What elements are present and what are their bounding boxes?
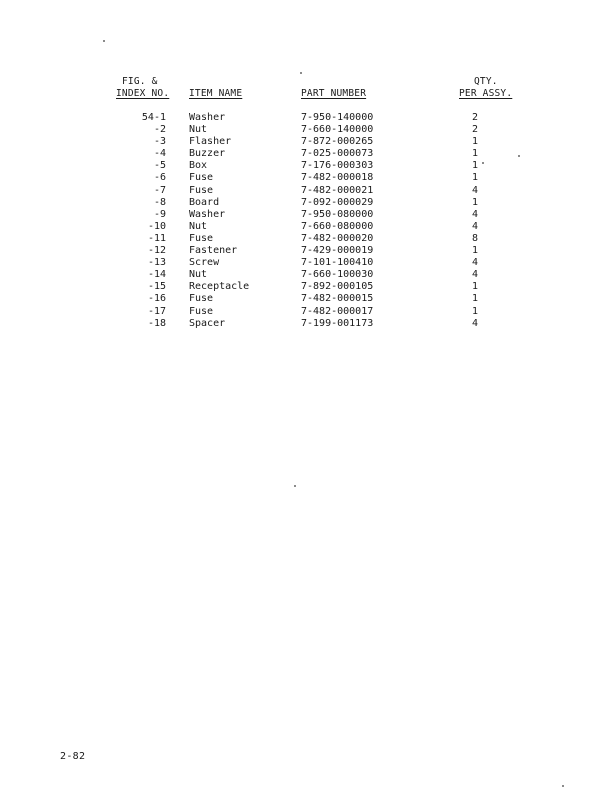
table-row	[0, 172, 612, 184]
part-number-cell: 7-482-000018	[301, 172, 374, 184]
qty-cell: 8	[472, 232, 479, 244]
scan-speck	[300, 72, 302, 74]
item-name-cell: Nut	[189, 269, 208, 281]
item-name-cell: Fuse	[189, 293, 214, 305]
index-cell: -4	[153, 148, 166, 160]
header-qty-line1: QTY.	[474, 76, 498, 87]
item-name-cell: Board	[189, 196, 220, 208]
index-cell: -12	[147, 245, 166, 257]
part-number-cell: 7-092-000029	[301, 196, 374, 208]
item-name-cell: Nut	[189, 124, 208, 136]
table-row	[0, 269, 612, 281]
item-name-cell: Screw	[189, 257, 220, 269]
qty-cell: 1	[472, 293, 479, 305]
header-item-name: ITEM NAME	[189, 88, 243, 99]
table-row	[0, 197, 612, 209]
part-number-cell: 7-429-000019	[301, 245, 374, 257]
table-row	[0, 293, 612, 305]
item-name-cell: Spacer	[189, 317, 226, 329]
table-row	[0, 306, 612, 318]
item-name-cell: Fuse	[189, 184, 214, 196]
table-row	[0, 112, 612, 124]
index-cell: -5	[153, 160, 166, 172]
index-cell: -10	[147, 220, 166, 232]
qty-cell: 1	[472, 160, 479, 172]
header-part-number: PART NUMBER	[301, 88, 367, 99]
qty-cell: 4	[472, 317, 479, 329]
qty-cell: 1	[472, 172, 479, 184]
qty-cell: 2	[472, 112, 479, 123]
part-number-cell: 7-482-000017	[301, 305, 374, 317]
table-row	[0, 281, 612, 293]
qty-cell: 1	[472, 305, 479, 317]
scan-speck	[482, 162, 484, 164]
qty-cell: 4	[472, 257, 479, 269]
table-row	[0, 160, 612, 172]
index-cell: -13	[147, 257, 166, 269]
part-number-cell: 7-892-000105	[301, 281, 374, 293]
item-name-cell: Washer	[189, 112, 226, 123]
item-name-cell: Fastener	[189, 245, 238, 257]
part-number-cell: 7-872-000265	[301, 136, 374, 148]
scan-speck	[518, 155, 520, 157]
qty-cell: 4	[472, 208, 479, 220]
qty-cell: 1	[472, 136, 479, 148]
scan-speck	[103, 40, 105, 42]
index-cell: -17	[147, 305, 166, 317]
table-row	[0, 209, 612, 221]
part-number-cell: 7-482-000015	[301, 293, 374, 305]
header-qty-line2: PER ASSY.	[459, 88, 513, 99]
item-name-cell: Buzzer	[189, 148, 226, 160]
item-name-cell: Receptacle	[189, 281, 250, 293]
part-number-cell: 7-660-100030	[301, 269, 374, 281]
index-cell: -8	[153, 196, 166, 208]
table-row	[0, 148, 612, 160]
item-name-cell: Flasher	[189, 136, 232, 148]
page-number: 2-82	[60, 751, 86, 762]
qty-cell: 4	[472, 269, 479, 281]
index-cell: -2	[153, 124, 166, 136]
part-number-cell: 7-176-000303	[301, 160, 374, 172]
index-cell: 54-1	[141, 112, 166, 123]
index-cell: -7	[153, 184, 166, 196]
part-number-cell: 7-199-001173	[301, 317, 374, 329]
scan-speck	[294, 485, 296, 487]
part-number-cell: 7-482-000020	[301, 232, 374, 244]
index-cell: -18	[147, 317, 166, 329]
part-number-cell: 7-660-140000	[301, 124, 374, 136]
part-number-cell: 7-025-000073	[301, 148, 374, 160]
parts-table	[0, 112, 612, 330]
item-name-cell: Fuse	[189, 305, 214, 317]
item-name-cell: Nut	[189, 220, 208, 232]
qty-cell: 2	[472, 124, 479, 136]
part-number-cell: 7-101-100410	[301, 257, 374, 269]
index-cell: -3	[153, 136, 166, 148]
table-row	[0, 221, 612, 233]
part-number-cell: 7-950-140000	[301, 112, 374, 123]
table-row	[0, 185, 612, 197]
table-row	[0, 318, 612, 330]
qty-cell: 4	[472, 184, 479, 196]
index-cell: -15	[147, 281, 166, 293]
table-row	[0, 233, 612, 245]
index-cell: -9	[153, 208, 166, 220]
index-cell: -14	[147, 269, 166, 281]
index-cell: -6	[153, 172, 166, 184]
qty-cell: 4	[472, 220, 479, 232]
qty-cell: 1	[472, 196, 479, 208]
index-cell: -11	[147, 232, 166, 244]
table-row	[0, 257, 612, 269]
qty-cell: 1	[472, 148, 479, 160]
part-number-cell: 7-950-080000	[301, 208, 374, 220]
part-number-cell: 7-482-000021	[301, 184, 374, 196]
item-name-cell: Washer	[189, 208, 226, 220]
item-name-cell: Fuse	[189, 232, 214, 244]
table-row	[0, 136, 612, 148]
part-number-cell: 7-660-080000	[301, 220, 374, 232]
table-row	[0, 245, 612, 257]
scan-speck	[562, 785, 564, 787]
index-cell: -16	[147, 293, 166, 305]
header-index-line2: INDEX NO.	[116, 88, 170, 99]
qty-cell: 1	[472, 281, 479, 293]
item-name-cell: Fuse	[189, 172, 214, 184]
table-row	[0, 124, 612, 136]
header-index-line1: FIG. &	[122, 76, 158, 87]
item-name-cell: Box	[189, 160, 208, 172]
qty-cell: 1	[472, 245, 479, 257]
